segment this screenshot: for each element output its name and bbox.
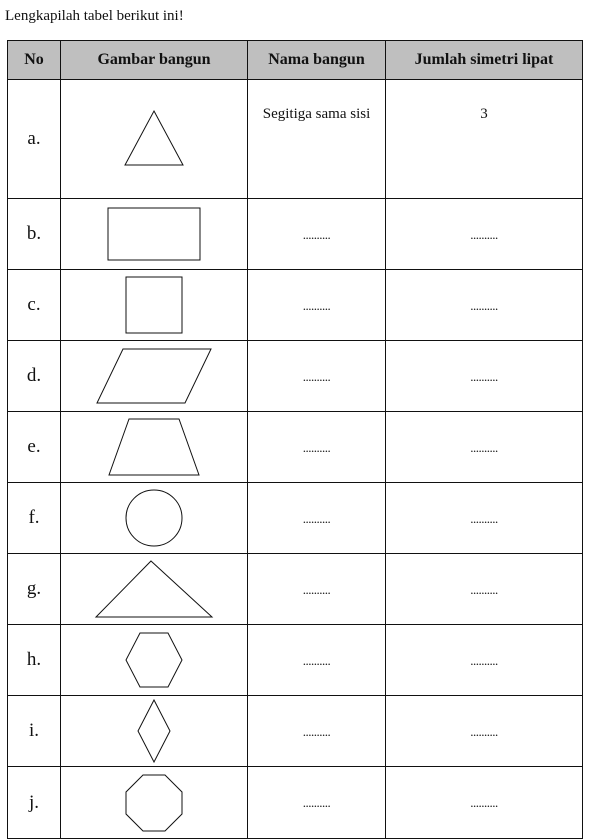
table-row xyxy=(8,554,583,625)
symmetry-count: .......... xyxy=(386,554,583,625)
circle-icon xyxy=(123,487,185,549)
table-row xyxy=(8,270,583,341)
table-row xyxy=(8,80,583,199)
table-row xyxy=(8,767,583,839)
row-number: d. xyxy=(8,341,61,412)
shape-cell xyxy=(61,80,248,199)
symmetry-count: .......... xyxy=(386,199,583,270)
shape-cell xyxy=(61,483,248,554)
header-symmetry: Jumlah simetri lipat xyxy=(386,41,583,80)
shape-cell xyxy=(61,625,248,696)
hexagon-icon xyxy=(124,630,184,690)
symmetry-worksheet-table xyxy=(7,40,583,839)
shape-cell xyxy=(61,767,248,839)
parallelogram-icon xyxy=(95,347,213,405)
shape-name: .......... xyxy=(248,483,386,554)
row-number: f. xyxy=(8,483,61,554)
shape-cell xyxy=(61,341,248,412)
shape-name: .......... xyxy=(248,696,386,767)
shape-name: .......... xyxy=(248,767,386,839)
square-icon xyxy=(124,275,184,335)
symmetry-count: .......... xyxy=(386,270,583,341)
row-number: j. xyxy=(8,767,61,839)
row-number: a. xyxy=(8,80,61,199)
shape-name: .......... xyxy=(248,412,386,483)
shape-name: .......... xyxy=(248,270,386,341)
shape-name: .......... xyxy=(248,625,386,696)
row-number: i. xyxy=(8,696,61,767)
symmetry-count: .......... xyxy=(386,341,583,412)
rectangle-icon xyxy=(106,206,202,262)
rhombus-icon xyxy=(136,698,172,764)
shape-name: .......... xyxy=(248,341,386,412)
shape-name: .......... xyxy=(248,554,386,625)
shape-name: Segitiga sama sisi xyxy=(248,80,386,199)
symmetry-count: .......... xyxy=(386,483,583,554)
symmetry-count: .......... xyxy=(386,625,583,696)
trapezoid-icon xyxy=(107,417,201,477)
equilateral-triangle-icon xyxy=(122,109,186,169)
shape-cell xyxy=(61,554,248,625)
shape-cell xyxy=(61,270,248,341)
shape-cell xyxy=(61,199,248,270)
row-number: c. xyxy=(8,270,61,341)
row-number: g. xyxy=(8,554,61,625)
symmetry-count: 3 xyxy=(386,80,583,199)
shape-name: .......... xyxy=(248,199,386,270)
shape-cell xyxy=(61,412,248,483)
header-shape: Gambar bangun xyxy=(61,41,248,80)
row-number: e. xyxy=(8,412,61,483)
table-row xyxy=(8,696,583,767)
table-row xyxy=(8,412,583,483)
header-no: No xyxy=(8,41,61,80)
header-row xyxy=(8,41,583,80)
table-row xyxy=(8,341,583,412)
shape-cell xyxy=(61,696,248,767)
table-row xyxy=(8,199,583,270)
row-number: b. xyxy=(8,199,61,270)
symmetry-count: .......... xyxy=(386,767,583,839)
obtuse-triangle-icon xyxy=(94,559,214,619)
instruction-text: Lengkapilah tabel berikut ini! xyxy=(5,8,184,24)
table-row xyxy=(8,625,583,696)
symmetry-count: .......... xyxy=(386,412,583,483)
table-row xyxy=(8,483,583,554)
octagon-icon xyxy=(124,773,184,833)
header-name: Nama bangun xyxy=(248,41,386,80)
row-number: h. xyxy=(8,625,61,696)
symmetry-count: .......... xyxy=(386,696,583,767)
